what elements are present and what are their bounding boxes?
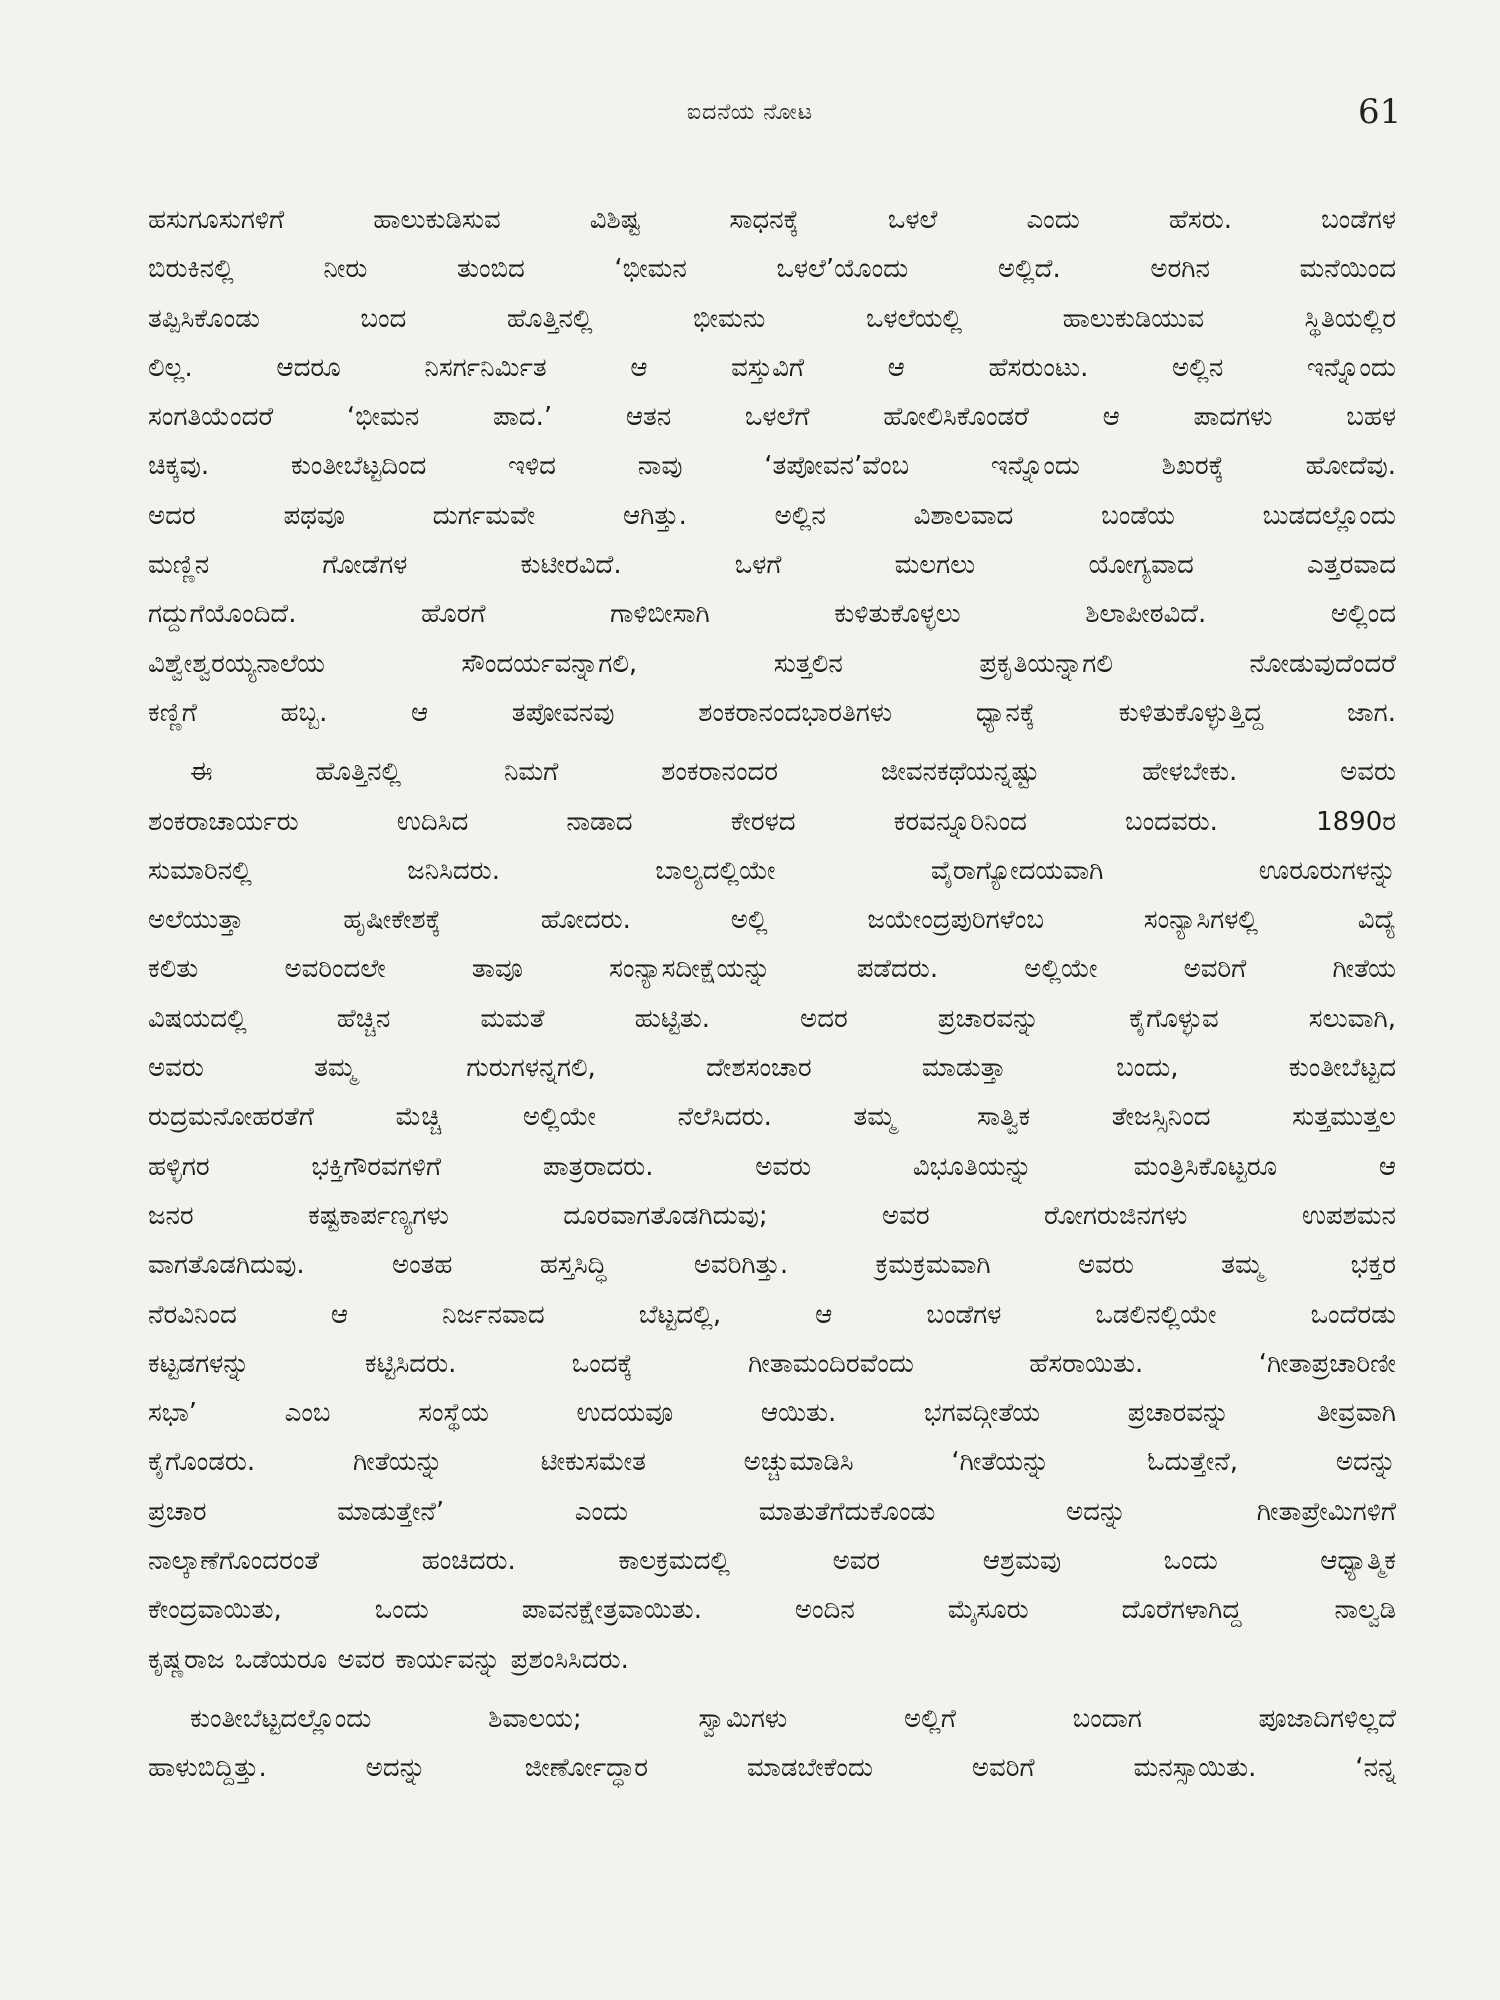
- paragraph: [148, 1695, 1396, 1794]
- text-line: ಚಿಕ್ಕವು. ಕುಂತೀಬೆಟ್ಟದಿಂದ ಇಳಿದ ನಾವು ‘ತಪೋವನ’ವೆಂಬ ಇನ್ನೊಂದು ಶಿಖರಕ್ಕೆ ಹೋದೆವು.: [148, 451, 1396, 482]
- text-line: ಸಭಾ’ ಎಂಬ ಸಂಸ್ಥೆಯ ಉದಯವೂ ಆಯಿತು. ಭಗವದ್ಗೀತೆಯ ಪ್ರಚಾರವನ್ನು ತೀವ್ರವಾಗಿ: [148, 1398, 1396, 1429]
- text-line: ವಿಷಯದಲ್ಲಿ ಹೆಚ್ಚಿನ ಮಮತೆ ಹುಟ್ಟಿತು. ಅದರ ಪ್ರಚಾರವನ್ನು ಕೈಗೊಳ್ಳುವ ಸಲುವಾಗಿ,: [148, 1003, 1396, 1034]
- text-line: ತಪ್ಪಿಸಿಕೊಂಡು ಬಂದ ಹೊತ್ತಿನಲ್ಲಿ ಭೀಮನು ಒಳಲೆಯಲ್ಲಿ ಹಾಲುಕುಡಿಯುವ ಸ್ಥಿತಿಯಲ್ಲಿರ: [148, 303, 1396, 334]
- text-line: ಅಲೆಯುತ್ತಾ ಹೃಷೀಕೇಶಕ್ಕೆ ಹೋದರು. ಅಲ್ಲಿ ಜಯೇಂದ್ರಪುರಿಗಳೆಂಬ ಸಂನ್ಯಾಸಿಗಳಲ್ಲಿ ವಿದ್ಯೆ: [148, 905, 1396, 936]
- paragraph: [148, 196, 1396, 738]
- text-line: ಕಣ್ಣಿಗೆ ಹಬ್ಬ. ಆ ತಪೋವನವು ಶಂಕರಾನಂದಭಾರತಿಗಳು ಧ್ಯಾನಕ್ಕೆ ಕುಳಿತುಕೊಳ್ಳುತ್ತಿದ್ದ ಜಾಗ.: [148, 697, 1396, 728]
- text-line: ಶಂಕರಾಚಾರ್ಯರು ಉದಿಸಿದ ನಾಡಾದ ಕೇರಳದ ಕರವನ್ನೂರಿನಿಂದ ಬಂದವರು. 1890ರ: [148, 806, 1396, 837]
- text-line: ಕಲಿತು ಅವರಿಂದಲೇ ತಾವೂ ಸಂನ್ಯಾಸದೀಕ್ಷೆಯನ್ನು ಪಡೆದರು. ಅಲ್ಲಿಯೇ ಅವರಿಗೆ ಗೀತೆಯ: [148, 954, 1396, 985]
- text-line: ರುದ್ರಮನೋಹರತೆಗೆ ಮೆಚ್ಚಿ ಅಲ್ಲಿಯೇ ನೆಲೆಸಿದರು. ತಮ್ಮ ಸಾತ್ವಿಕ ತೇಜಸ್ಸಿನಿಂದ ಸುತ್ತಮುತ್ತಲ: [148, 1102, 1396, 1133]
- paragraph: [148, 748, 1396, 1685]
- text-line: ಅದರ ಪಥವೂ ದುರ್ಗಮವೇ ಆಗಿತ್ತು. ಅಲ್ಲಿನ ವಿಶಾಲವಾದ ಬಂಡೆಯ ಬುಡದಲ್ಲೊಂದು: [148, 500, 1396, 531]
- text-line: ಹಸುಗೂಸುಗಳಿಗೆ ಹಾಲುಕುಡಿಸುವ ವಿಶಿಷ್ಟ ಸಾಧನಕ್ಕೆ ಒಳಲೆ ಎಂದು ಹೆಸರು. ಬಂಡೆಗಳ: [148, 205, 1396, 235]
- text-line: ಹಾಳುಬಿದ್ದಿತ್ತು. ಅದನ್ನು ಜೀರ್ಣೋದ್ಧಾರ ಮಾಡಬೇಕೆಂದು ಅವರಿಗೆ ಮನಸ್ಸಾಯಿತು. ‘ನನ್ನ: [148, 1753, 1396, 1784]
- text-line: ನೆರವಿನಿಂದ ಆ ನಿರ್ಜನವಾದ ಬೆಟ್ಟದಲ್ಲಿ, ಆ ಬಂಡೆಗಳ ಒಡಲಿನಲ್ಲಿಯೇ ಒಂದೆರಡು: [148, 1299, 1396, 1330]
- text-line: ಕೃಷ್ಣರಾಜ ಒಡೆಯರೂ ಅವರ ಕಾರ್ಯವನ್ನು ಪ್ರಶಂಸಿಸಿದರು.: [148, 1644, 629, 1675]
- text-line: ವಾಗತೊಡಗಿದುವು. ಅಂತಹ ಹಸ್ತಸಿದ್ಧಿ ಅವರಿಗಿತ್ತು. ಕ್ರಮಕ್ರಮವಾಗಿ ಅವರು ತಮ್ಮ ಭಕ್ತರ: [148, 1250, 1396, 1281]
- page-number: 61: [1358, 92, 1402, 132]
- text-line: ಗದ್ದುಗೆಯೊಂದಿದೆ. ಹೊರಗೆ ಗಾಳಿಬೀಸಾಗಿ ಕುಳಿತುಕೊಳ್ಳಲು ಶಿಲಾಪೀಠವಿದೆ. ಅಲ್ಲಿಂದ: [148, 599, 1396, 630]
- text-line: ಪ್ರಚಾರ ಮಾಡುತ್ತೇನೆ’ ಎಂದು ಮಾತುತೆಗೆದುಕೊಂಡು ಅದನ್ನು ಗೀತಾಪ್ರೇಮಿಗಳಿಗೆ: [148, 1496, 1396, 1527]
- text-line: ಈ ಹೊತ್ತಿನಲ್ಲಿ ನಿಮಗೆ ಶಂಕರಾನಂದರ ಜೀವನಕಥೆಯನ್ನಷ್ಟು ಹೇಳಬೇಕು. ಅವರು: [190, 757, 1396, 788]
- text-line: ಸಂಗತಿಯೆಂದರೆ ‘ಭೀಮನ ಪಾದ.’ ಆತನ ಒಳಲೆಗೆ ಹೋಲಿಸಿಕೊಂಡರೆ ಆ ಪಾದಗಳು ಬಹಳ: [148, 402, 1396, 433]
- text-line: ಬಿರುಕಿನಲ್ಲಿ ನೀರು ತುಂಬಿದ ‘ಭೀಮನ ಒಳಲೆ’ಯೊಂದು ಅಲ್ಲಿದೆ. ಅರಗಿನ ಮನೆಯಿಂದ: [148, 254, 1396, 285]
- text-line: ಕುಂತೀಬೆಟ್ಟದಲ್ಲೊಂದು ಶಿವಾಲಯ; ಸ್ವಾಮಿಗಳು ಅಲ್ಲಿಗೆ ಬಂದಾಗ ಪೂಜಾದಿಗಳಿಲ್ಲದೆ: [190, 1703, 1396, 1734]
- text-line: ನಾಲ್ಕಾಣೆಗೊಂದರಂತೆ ಹಂಚಿದರು. ಕಾಲಕ್ರಮದಲ್ಲಿ ಅವರ ಆಶ್ರಮವು ಒಂದು ಆಧ್ಯಾತ್ಮಿಕ: [148, 1546, 1396, 1577]
- text-line: ಕೈಗೊಂಡರು. ಗೀತೆಯನ್ನು ಟೀಕುಸಮೇತ ಅಚ್ಚುಮಾಡಿಸಿ ‘ಗೀತೆಯನ್ನು ಓದುತ್ತೇನೆ, ಅದನ್ನು: [148, 1447, 1396, 1478]
- text-line: ಕೇಂದ್ರವಾಯಿತು, ಒಂದು ಪಾವನಕ್ಷೇತ್ರವಾಯಿತು. ಅಂದಿನ ಮೈಸೂರು ದೊರೆಗಳಾಗಿದ್ದ ನಾಲ್ವಡಿ: [148, 1595, 1396, 1626]
- running-title: ಐದನೆಯ ನೋಟ: [686, 100, 814, 125]
- text-line: ಹಳ್ಳಿಗರ ಭಕ್ತಿಗೌರವಗಳಿಗೆ ಪಾತ್ರರಾದರು. ಅವರು ವಿಭೂತಿಯನ್ನು ಮಂತ್ರಿಸಿಕೊಟ್ಟರೂ ಆ: [148, 1151, 1396, 1182]
- text-line: ಮಣ್ಣಿನ ಗೋಡೆಗಳ ಕುಟೀರವಿದೆ. ಒಳಗೆ ಮಲಗಲು ಯೋಗ್ಯವಾದ ಎತ್ತರವಾದ: [148, 550, 1396, 581]
- text-line: ಲಿಲ್ಲ. ಆದರೂ ನಿಸರ್ಗನಿರ್ಮಿತ ಆ ವಸ್ತುವಿಗೆ ಆ ಹೆಸರುಂಟು. ಅಲ್ಲಿನ ಇನ್ನೊಂದು: [148, 352, 1396, 383]
- text-line: ಅವರು ತಮ್ಮ ಗುರುಗಳನ್ನಗಲಿ, ದೇಶಸಂಚಾರ ಮಾಡುತ್ತಾ ಬಂದು, ಕುಂತೀಬೆಟ್ಟದ: [148, 1053, 1396, 1084]
- paragraph-gap: [148, 738, 1396, 748]
- text-line: ಸುಮಾರಿನಲ್ಲಿ ಜನಿಸಿದರು. ಬಾಲ್ಯದಲ್ಲಿಯೇ ವೈರಾಗ್ಯೋದಯವಾಗಿ ಊರೂರುಗಳನ್ನು: [148, 855, 1396, 886]
- paragraph-gap: [148, 1685, 1396, 1695]
- text-line: ಕಟ್ಟಡಗಳನ್ನು ಕಟ್ಟಿಸಿದರು. ಒಂದಕ್ಕೆ ಗೀತಾಮಂದಿರವೆಂದು ಹೆಸರಾಯಿತು. ‘ಗೀತಾಪ್ರಚಾರಿಣೀ: [148, 1348, 1396, 1379]
- text-line: ಜನರ ಕಷ್ಟಕಾರ್ಪಣ್ಯಗಳು ದೂರವಾಗತೊಡಗಿದುವು; ಅವರ ರೋಗರುಜಿನಗಳು ಉಪಶಮನ: [148, 1200, 1396, 1231]
- text-line: ವಿಶ್ವೇಶ್ವರಯ್ಯನಾಲೆಯ ಸೌಂದರ್ಯವನ್ನಾಗಲಿ, ಸುತ್ತಲಿನ ಪ್ರಕೃತಿಯನ್ನಾಗಲಿ ನೋಡುವುದೆಂದರೆ: [148, 648, 1396, 679]
- body-text: [148, 196, 1396, 1794]
